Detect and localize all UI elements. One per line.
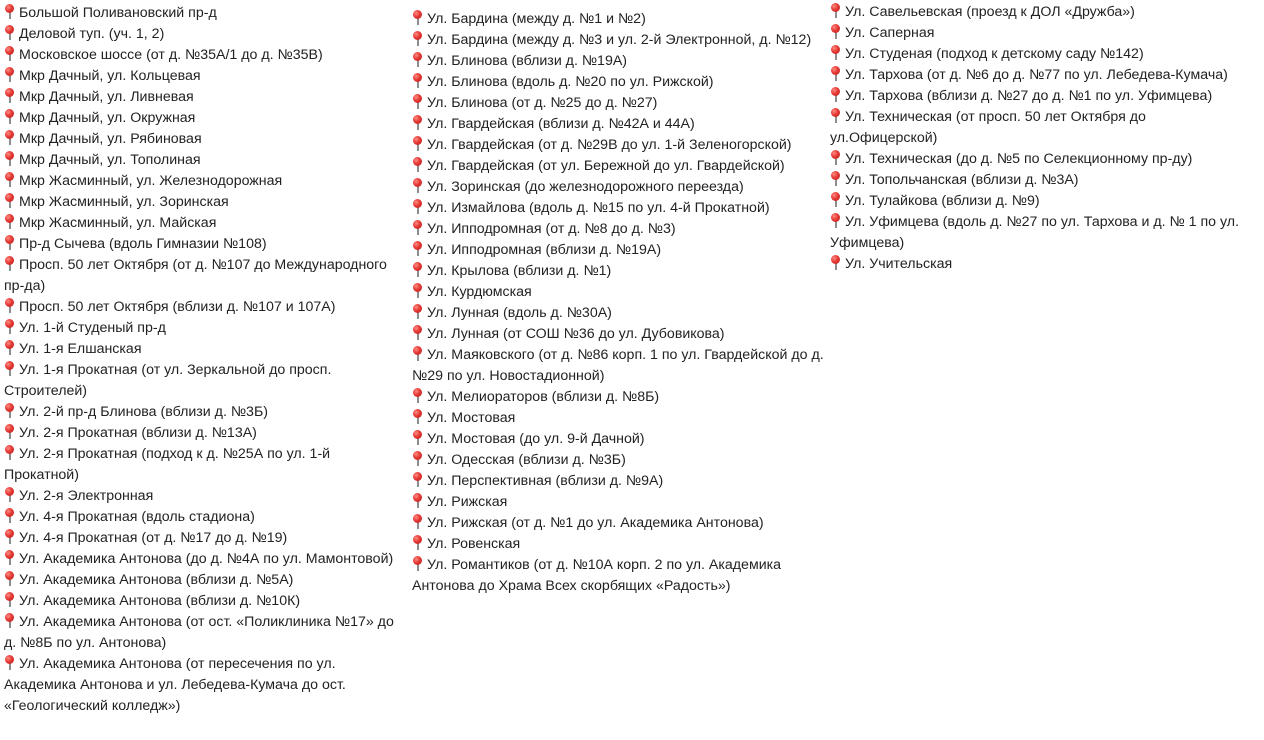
street-list-item [412,534,826,555]
round-pushpin-icon [4,235,16,250]
street-list-item [412,387,826,408]
street-list-item [4,507,408,528]
street-list-item [412,30,826,51]
round-pushpin-icon [4,214,16,229]
street-list-item [412,429,826,450]
street-name: Московское шоссе (от д. №35А/1 до д. №35В) [19,47,323,63]
street-list-item [830,44,1250,65]
street-name: Ул. Топольчанская (вблизи д. №3А) [845,172,1079,188]
street-list-column-1 [4,3,408,717]
street-list-item [4,654,408,717]
street-name: Ул. 1-й Студеный пр-д [19,320,166,336]
street-name: Деловой туп. (уч. 1, 2) [19,26,165,42]
round-pushpin-icon [4,361,16,376]
street-name: Ул. Гвардейская (от д. №29В до ул. 1-й Зеленогорской) [427,137,792,153]
street-list-item [412,177,826,198]
street-list-columns [0,3,1264,740]
round-pushpin-icon [412,535,424,550]
round-pushpin-icon [412,388,424,403]
street-name: Ул. Тархова (вблизи д. №27 до д. №1 по ул. Уфимцева) [845,88,1213,104]
street-name: Ул. 1-я Прокатная (от ул. Зеркальной до просп. Строителей) [4,362,332,399]
street-name: Ул. Ровенская [427,536,521,552]
round-pushpin-icon [412,241,424,256]
street-list-item [4,612,408,654]
round-pushpin-icon [4,445,16,460]
round-pushpin-icon [412,514,424,529]
street-name: Ул. Мелиораторов (вблизи д. №8Б) [427,389,660,405]
street-list-item [412,93,826,114]
street-list-item [4,486,408,507]
street-list-item [4,150,408,171]
street-list-item [412,450,826,471]
street-name: Мкр Дачный, ул. Тополиная [19,152,201,168]
round-pushpin-icon [830,213,842,228]
street-list-item [4,423,408,444]
street-name: Ул. Лунная (от СОШ №36 до ул. Дубовикова) [427,326,725,342]
street-list-item [412,345,826,387]
street-list-item [830,65,1250,86]
street-list-item [4,339,408,360]
round-pushpin-icon [412,493,424,508]
round-pushpin-icon [4,109,16,124]
round-pushpin-icon [830,108,842,123]
street-list-item [4,591,408,612]
round-pushpin-icon [830,45,842,60]
street-name: Ул. Академика Антонова (вблизи д. №10К) [19,593,301,609]
street-list-item [4,318,408,339]
street-name: Ул. 4-я Прокатная (вдоль стадиона) [19,509,255,525]
street-name: Ул. Уфимцева (вдоль д. №27 по ул. Тархова и д. № 1 по ул. Уфимцева) [830,214,1240,251]
street-list-item [412,135,826,156]
street-name: Ул. Академика Антонова (от пересечения по ул. Академика Антонова и ул. Лебедева-Кумача до ост. «Геологический колледж») [4,656,346,714]
street-name: Ул. Мостовая (до ул. 9-й Дачной) [427,431,645,447]
round-pushpin-icon [4,46,16,61]
street-list-item [830,170,1250,191]
round-pushpin-icon [412,430,424,445]
street-name: Ул. Блинова (от д. №25 до д. №27) [427,95,658,111]
street-name: Ул. Мостовая [427,410,516,426]
street-name: Ул. Техническая (до д. №5 по Селекционному пр-ду) [845,151,1193,167]
round-pushpin-icon [412,346,424,361]
street-list-item [830,23,1250,44]
round-pushpin-icon [4,403,16,418]
round-pushpin-icon [830,87,842,102]
street-list-item [412,261,826,282]
street-list-item [4,45,408,66]
round-pushpin-icon [412,409,424,424]
street-list-item [412,513,826,534]
street-name: Ул. Рижская [427,494,508,510]
round-pushpin-icon [830,171,842,186]
street-name: Мкр Жасминный, ул. Зоринская [19,194,229,210]
street-name: Ул. Академика Антонова (до д. №4А по ул. Мамонтовой) [19,551,394,567]
round-pushpin-icon [412,472,424,487]
street-name: Мкр Дачный, ул. Ливневая [19,89,194,105]
street-list-item [830,191,1250,212]
street-name: Ул. Техническая (от просп. 50 лет Октября до ул.Офицерской) [830,109,1146,146]
street-name: Ул. Бардина (между д. №1 и №2) [427,11,646,27]
street-name: Ул. Тархова (от д. №6 до д. №77 по ул. Лебедева-Кумача) [845,67,1228,83]
street-list-item [412,471,826,492]
round-pushpin-icon [412,10,424,25]
round-pushpin-icon [412,52,424,67]
round-pushpin-icon [4,193,16,208]
street-list-column-3 [830,2,1250,275]
round-pushpin-icon [412,31,424,46]
street-name: Ул. Бардина (между д. №3 и ул. 2-й Электронной, д. №12) [427,32,812,48]
street-name: Ул. Курдюмская [427,284,532,300]
round-pushpin-icon [4,571,16,586]
street-list-item [412,555,826,597]
street-list-item [412,303,826,324]
round-pushpin-icon [4,172,16,187]
street-list-item [830,212,1250,254]
round-pushpin-icon [4,25,16,40]
round-pushpin-icon [830,66,842,81]
street-list-item [4,234,408,255]
street-name: Ул. Зоринская (до железнодорожного переезда) [427,179,744,195]
street-list-item [4,3,408,24]
street-name: Ул. Ипподромная (вблизи д. №19А) [427,242,662,258]
round-pushpin-icon [412,73,424,88]
street-list-item [412,51,826,72]
round-pushpin-icon [412,157,424,172]
street-name: Ул. 4-я Прокатная (от д. №17 до д. №19) [19,530,288,546]
street-name: Ул. Учительская [845,256,953,272]
round-pushpin-icon [4,529,16,544]
round-pushpin-icon [4,4,16,19]
round-pushpin-icon [412,136,424,151]
round-pushpin-icon [412,262,424,277]
street-name: Просп. 50 лет Октября (от д. №107 до Международного пр-да) [4,257,387,294]
street-name: Большой Поливановский пр-д [19,5,217,21]
street-list-item [4,255,408,297]
street-name: Пр-д Сычева (вдоль Гимназии №108) [19,236,267,252]
street-list-item [830,86,1250,107]
street-name: Ул. Гвардейская (от ул. Бережной до ул. Гвардейской) [427,158,785,174]
round-pushpin-icon [4,319,16,334]
round-pushpin-icon [4,67,16,82]
round-pushpin-icon [412,556,424,571]
street-list-item [412,408,826,429]
street-list-item [412,9,826,30]
street-name: Ул. Блинова (вдоль д. №20 по ул. Рижской) [427,74,714,90]
round-pushpin-icon [830,24,842,39]
street-list-item [830,149,1250,170]
street-list-item [412,114,826,135]
street-name: Ул. 1-я Елшанская [19,341,142,357]
round-pushpin-icon [4,130,16,145]
round-pushpin-icon [412,220,424,235]
street-name: Мкр Жасминный, ул. Железнодорожная [19,173,283,189]
round-pushpin-icon [830,150,842,165]
street-name: Ул. Савельевская (проезд к ДОЛ «Дружба») [845,4,1135,20]
round-pushpin-icon [412,115,424,130]
round-pushpin-icon [4,298,16,313]
street-list-item [4,87,408,108]
street-list-item [412,198,826,219]
round-pushpin-icon [412,199,424,214]
street-list-item [4,549,408,570]
street-name: Ул. Рижская (от д. №1 до ул. Академика Антонова) [427,515,764,531]
street-list-item [4,24,408,45]
street-list-item [830,2,1250,23]
round-pushpin-icon [4,592,16,607]
round-pushpin-icon [412,325,424,340]
street-name: Ул. Академика Антонова (вблизи д. №5А) [19,572,294,588]
street-name: Ул. Лунная (вдоль д. №30А) [427,305,612,321]
street-name: Ул. 2-й пр-д Блинова (вблизи д. №3Б) [19,404,268,420]
street-name: Мкр Дачный, ул. Кольцевая [19,68,201,84]
street-name: Ул. Романтиков (от д. №10А корп. 2 по ул. Академика Антонова до Храма Всех скорбящих «Радость») [412,557,782,594]
round-pushpin-icon [4,655,16,670]
street-list-item [412,492,826,513]
street-list-item [830,107,1250,149]
round-pushpin-icon [412,283,424,298]
street-list-item [4,360,408,402]
street-name: Ул. Одесская (вблизи д. №3Б) [427,452,626,468]
street-name: Ул. Блинова (вблизи д. №19А) [427,53,628,69]
street-list-item [412,240,826,261]
street-name: Просп. 50 лет Октября (вблизи д. №107 и 107А) [19,299,336,315]
street-list-item [4,66,408,87]
street-name: Ул. Ипподромная (от д. №8 до д. №3) [427,221,676,237]
round-pushpin-icon [830,255,842,270]
street-list-item [412,156,826,177]
round-pushpin-icon [412,451,424,466]
street-list-item [4,444,408,486]
street-list-item [4,108,408,129]
street-name: Мкр Жасминный, ул. Майская [19,215,217,231]
street-list-column-2 [412,9,826,597]
street-list-item [4,402,408,423]
round-pushpin-icon [4,340,16,355]
street-name: Мкр Дачный, ул. Рябиновая [19,131,202,147]
round-pushpin-icon [4,613,16,628]
round-pushpin-icon [4,487,16,502]
street-list-item [4,528,408,549]
round-pushpin-icon [412,94,424,109]
street-list-item [412,219,826,240]
street-name: Ул. Маяковского (от д. №86 корп. 1 по ул. Гвардейской до д. №29 по ул. Новостадионной) [412,347,824,384]
street-list-item [412,282,826,303]
street-name: Ул. Саперная [845,25,935,41]
round-pushpin-icon [4,151,16,166]
round-pushpin-icon [4,508,16,523]
round-pushpin-icon [4,550,16,565]
street-name: Ул. Крылова (вблизи д. №1) [427,263,612,279]
round-pushpin-icon [412,178,424,193]
street-name: Ул. Тулайкова (вблизи д. №9) [845,193,1040,209]
street-list-item [4,171,408,192]
street-list-item [4,129,408,150]
round-pushpin-icon [830,3,842,18]
street-list-item [412,324,826,345]
round-pushpin-icon [4,88,16,103]
street-list-item [4,297,408,318]
street-name: Ул. Перспективная (вблизи д. №9А) [427,473,664,489]
street-list-item [4,570,408,591]
street-list-item [4,213,408,234]
street-name: Ул. Гвардейская (вблизи д. №42А и 44А) [427,116,695,132]
round-pushpin-icon [4,256,16,271]
street-name: Ул. Измайлова (вдоль д. №15 по ул. 4-й Прокатной) [427,200,770,216]
street-name: Ул. Студеная (подход к детскому саду №142) [845,46,1144,62]
street-name: Ул. 2-я Прокатная (подход к д. №25А по ул. 1-й Прокатной) [4,446,331,483]
round-pushpin-icon [412,304,424,319]
street-name: Ул. 2-я Электронная [19,488,154,504]
street-name: Ул. Академика Антонова (от ост. «Поликлиника №17» до д. №8Б по ул. Антонова) [4,614,394,651]
street-name: Мкр Дачный, ул. Окружная [19,110,196,126]
street-name: Ул. 2-я Прокатная (вблизи д. №13А) [19,425,257,441]
round-pushpin-icon [4,424,16,439]
street-list-item [4,192,408,213]
street-list-item [830,254,1250,275]
street-list-item [412,72,826,93]
round-pushpin-icon [830,192,842,207]
